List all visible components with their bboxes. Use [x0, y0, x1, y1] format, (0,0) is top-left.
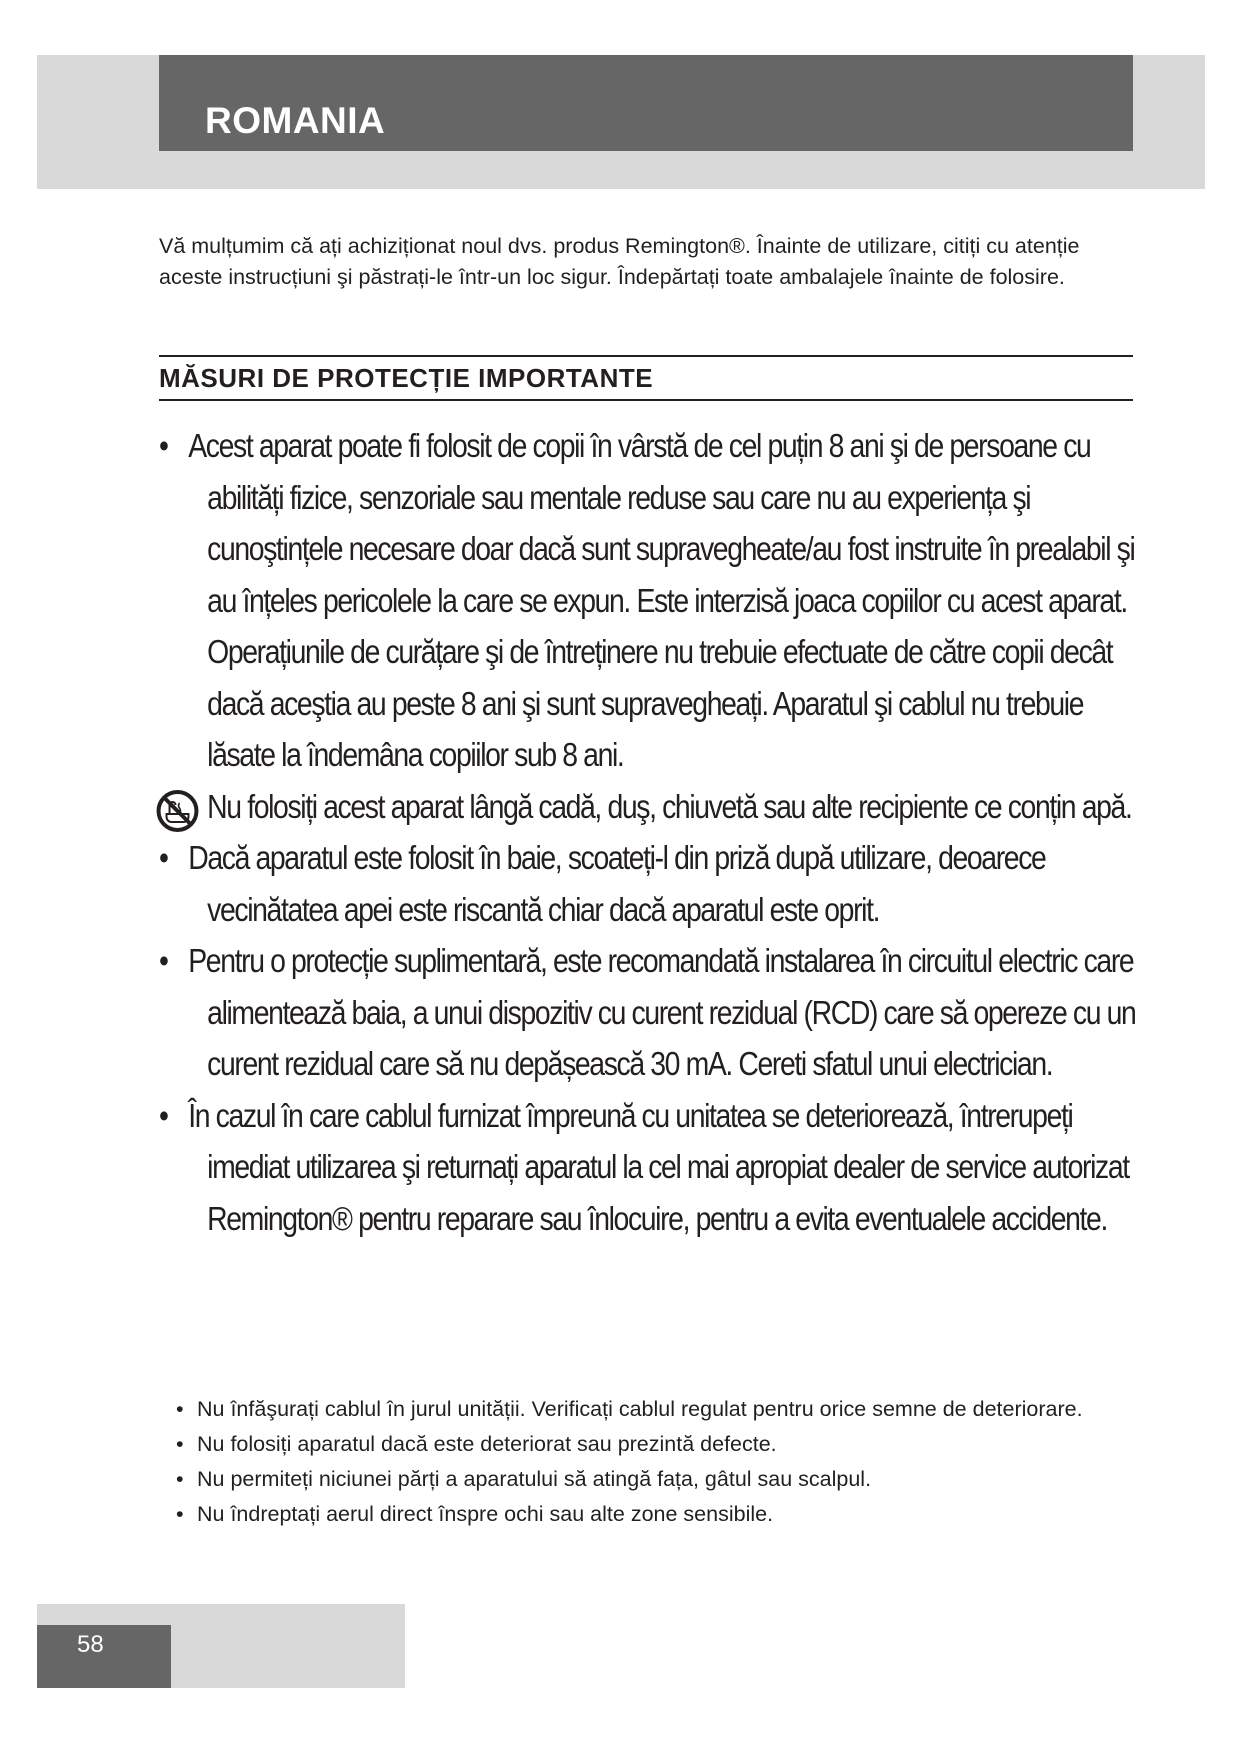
bullet-icon: • [159, 427, 168, 464]
small-safety-list [159, 1394, 1119, 1534]
intro-paragraph: Vă mulțumim că ați achiziționat noul dvs. produs Remington®. Înainte de utilizare, citiți cu atenție aceste instrucțiuni şi păstrați-le într-un loc sigur. Îndepărtați toate ambalajele înainte de folosire. [159, 234, 1080, 289]
safety-item [159, 935, 1144, 1090]
section-heading [159, 355, 1133, 401]
page-title: ROMANIA [205, 100, 386, 141]
list-item-text: Nu folosiți aparatul dacă este deteriorat sau prezintă defecte. [197, 1432, 777, 1456]
list-item [159, 1394, 1119, 1425]
list-item [159, 1499, 1119, 1530]
safety-item [159, 832, 1144, 935]
list-item-text: Nu permiteți niciunei părți a aparatului să atingă fața, gâtul sau scalpul. [197, 1467, 872, 1491]
safety-item-text: Acest aparat poate fi folosit de copii în vârstă de cel puțin 8 ani şi de persoane cu abilități fizice, senzoriale sau mentale reduse sau care nu au experiența şi cunoştințele necesare doar dacă sunt supravegheate/au fost instruite în prealabil şi au înțeles pericolele la care se expun. Este interzisă joaca copiilor cu acest aparat. Operațiunile de curățare şi de întreținere nu trebuie efectuate de către copii decât dacă aceştia au peste 8 ani şi sunt supravegheați. Aparatul şi cablul nu trebuie lăsate la îndemâna copiilor sub 8 ani. [188, 427, 1135, 773]
safety-item [159, 1090, 1144, 1245]
safety-item [159, 420, 1144, 781]
bullet-icon: • [176, 1502, 184, 1526]
bullet-icon: • [159, 839, 168, 876]
safety-item-text: Dacă aparatul este folosit în baie, scoateți-l din priză după utilizare, deoarece vecinătatea apei este riscantă chiar dacă aparatul este oprit. [188, 839, 1046, 928]
list-item [159, 1464, 1119, 1495]
list-item [159, 1429, 1119, 1460]
section-heading-text: MĂSURI DE PROTECȚIE IMPORTANTE [159, 363, 654, 393]
bullet-icon: • [159, 1096, 168, 1134]
bullet-icon: • [176, 1397, 184, 1421]
safety-item-text: Nu folosiți acest aparat lângă cadă, duş, chiuvetă sau alte recipiente ce conțin apă. [207, 787, 1132, 825]
list-item-text: Nu îndreptați aerul direct înspre ochi sau alte zone sensibile. [197, 1502, 774, 1526]
safety-item-text: Pentru o protecție suplimentară, este recomandată instalarea în circuitul electric care alimentează baia, a unui dispozitiv cu curent rezidual (RCD) care să opereze cu un curent rezidual care să nu depășească 30 mA. Cereti sfatul unui electrician. [188, 942, 1136, 1082]
bullet-icon: • [176, 1467, 184, 1491]
no-bath-water-icon [156, 789, 200, 833]
bullet-icon: • [159, 942, 168, 979]
page-number: 58 [77, 1631, 104, 1658]
bullet-icon: • [176, 1432, 184, 1456]
list-item-text: Nu înfăşurați cablul în jurul unității. Verificați cablul regulat pentru orice semne de deteriorare. [197, 1397, 1083, 1421]
safety-item-text: În cazul în care cablul furnizat împreună cu unitatea se deteriorează, întrerupeți imediat utilizarea şi returnați aparatul la cel mai apropiat dealer de service autorizat Remington® pentru reparare sau înlocuire, pentru a evita eventualele accidente. [188, 1096, 1129, 1237]
header-bar [159, 55, 1133, 151]
footer-box [37, 1625, 171, 1688]
safety-warning-item [159, 781, 1144, 833]
safety-list [159, 420, 1144, 1244]
